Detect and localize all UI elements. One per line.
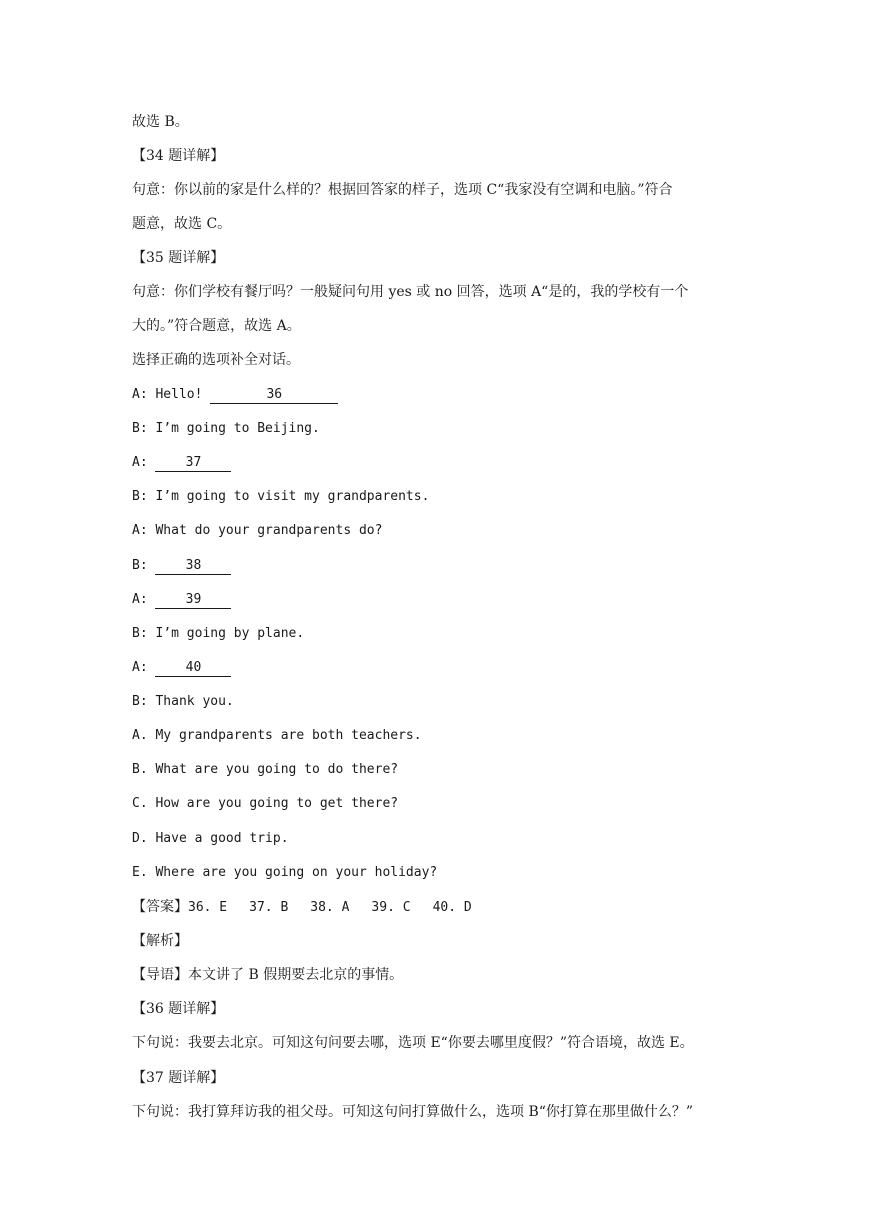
answer-38: 38. A <box>310 900 350 915</box>
blank-36: 36 <box>210 387 338 404</box>
dialogue-line <box>132 385 338 405</box>
blank-39: 39 <box>155 592 231 609</box>
dialogue-line: B: I’m going to Beijing. <box>132 421 320 436</box>
answer-39: 39. C <box>371 900 411 915</box>
guide-line: 【导语】本文讲了 B 假期要去北京的事情。 <box>132 967 404 983</box>
answer-line <box>132 897 472 918</box>
text-line: 故选 B。 <box>132 114 189 130</box>
text-line: 大的。”符合题意，故选 A。 <box>132 318 301 334</box>
blank-37: 37 <box>155 455 231 472</box>
dialogue-line <box>132 556 231 576</box>
text-line: 下句说：我要去北京。可知这句问要去哪，选项 E“你要去哪里度假？”符合语境，故选 E。 <box>132 1035 694 1051</box>
section-heading-36: 【36 题详解】 <box>132 1001 225 1017</box>
text-line: 题意，故选 C。 <box>132 216 232 232</box>
answer-37: 37. B <box>249 900 289 915</box>
answer-40: 40. D <box>432 900 472 915</box>
section-heading-37: 【37 题详解】 <box>132 1070 225 1086</box>
blank-40: 40 <box>155 660 231 677</box>
answer-label: 【答案】 <box>132 899 188 915</box>
dialogue-text: B: <box>132 558 156 573</box>
dialogue-text: A: <box>132 455 156 470</box>
instruction-line: 选择正确的选项补全对话。 <box>132 352 300 368</box>
dialogue-line: A: What do your grandparents do? <box>132 523 383 538</box>
dialogue-line <box>132 590 231 610</box>
text-line: 下句说：我打算拜访我的祖父母。可知这句问打算做什么，选项 B“你打算在那里做什么？” <box>132 1104 694 1120</box>
dialogue-line: B: I’m going to visit my grandparents. <box>132 489 430 504</box>
answer-36: 36. E <box>188 900 228 915</box>
analysis-heading: 【解析】 <box>132 933 188 949</box>
blank-38: 38 <box>155 558 231 575</box>
dialogue-line: B: I’m going by plane. <box>132 626 305 641</box>
text-line: 句意：你以前的家是什么样的？根据回答家的样子，选项 C“我家没有空调和电脑。”符合 <box>132 182 673 198</box>
option-c: C. How are you going to get there? <box>132 796 399 811</box>
text-line: 句意：你们学校有餐厅吗？一般疑问句用 yes 或 no 回答，选项 A“是的，我的学校有一个 <box>132 284 689 300</box>
dialogue-line: B: Thank you. <box>132 694 234 709</box>
section-heading-34: 【34 题详解】 <box>132 148 225 164</box>
dialogue-line <box>132 658 231 678</box>
dialogue-text: A: Hello! <box>132 387 211 402</box>
option-a: A. My grandparents are both teachers. <box>132 728 422 743</box>
option-e: E. Where are you going on your holiday? <box>132 865 438 880</box>
section-heading-35: 【35 题详解】 <box>132 250 225 266</box>
dialogue-text: A: <box>132 592 156 607</box>
dialogue-line <box>132 453 231 473</box>
option-b: B. What are you going to do there? <box>132 762 399 777</box>
option-d: D. Have a good trip. <box>132 831 289 846</box>
dialogue-text: A: <box>132 660 156 675</box>
